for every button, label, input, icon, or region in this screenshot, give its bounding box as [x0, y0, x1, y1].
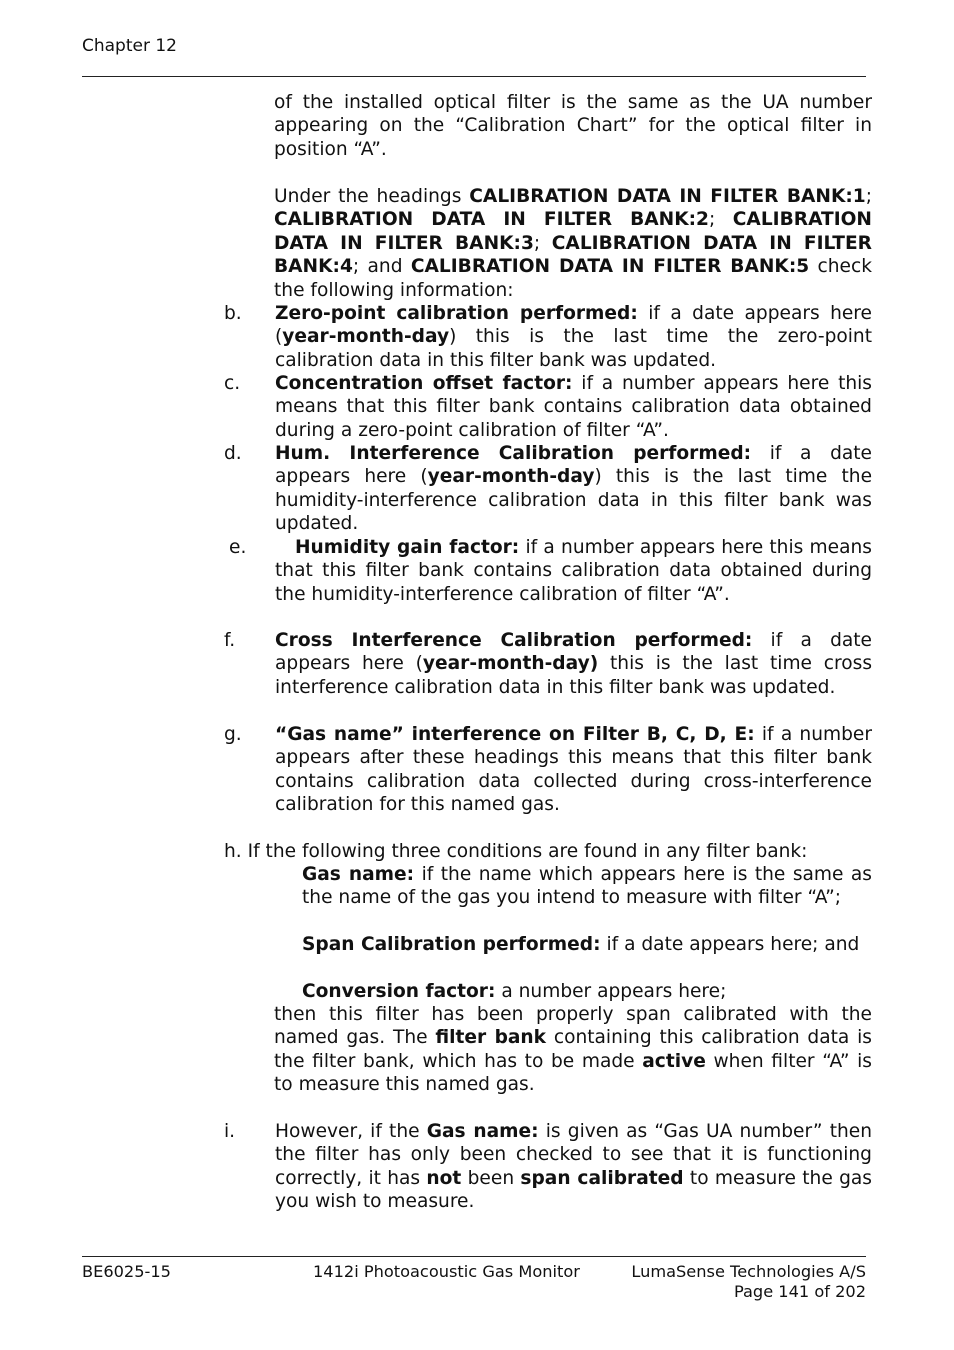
chapter-header: Chapter 12 [82, 36, 178, 56]
item-g: “Gas name” interference on Filter B, C, D, E: if a number appears after these headings this means that this filter bank contains calibration data collected during cross-interference calibration for this named gas. [275, 724, 872, 816]
item-e: Humidity gain factor: if a number appears here this means that this filter bank contains calibration data obtained during the humidity-interference calibration of filter “A”. [275, 537, 872, 605]
item-d-label: d. [224, 443, 242, 464]
intro-headings: Under the headings CALIBRATION DATA IN FILTER BANK:1; CALIBRATION DATA IN FILTER BANK:2; CALIBRATION DATA IN FILTER BANK:3; CALIBRATION DATA IN FILTER BANK:4; and CALIBRATION DATA IN FILTER BANK:5 check the following information: [274, 186, 872, 301]
intro-continued: of the installed optical filter is the same as the UA number appearing on the “Calibration Chart” for the optical filter in position “A”. [274, 92, 872, 160]
item-d: Hum. Interference Calibration performed: if a date appears here (year-month-day) this is the last time the humidity-interference calibration data in this filter bank was updated. [275, 443, 873, 535]
header-rule [82, 76, 866, 77]
item-h-condition-gas-name: Gas name: if the name which appears here is the same as the name of the gas you intend to measure with filter “A”; [302, 864, 872, 909]
item-c: Concentration offset factor: if a number appears here this means that this filter bank contains calibration data obtained during a zero-point calibration of filter “A”. [275, 373, 872, 441]
footer-page-number: Page 141 of 202 [733, 1282, 866, 1301]
item-b: Zero-point calibration performed: if a date appears here (year-month-day) this is the last time the zero-point calibration data in this filter bank was updated. [275, 303, 872, 371]
item-g-label: g. [224, 724, 242, 745]
item-b-label: b. [224, 303, 242, 324]
footer-company: LumaSense Technologies A/S [631, 1262, 866, 1281]
item-e-label: e. [229, 537, 247, 558]
item-f-label: f. [224, 630, 236, 651]
footer-doc-id: BE6025-15 [82, 1262, 171, 1281]
item-h-conclusion: then this filter has been properly span calibrated with the named gas. The filter bank containing this calibration data is the filter bank, which has to be made active when filter “A” is to measure this named gas. [274, 1004, 872, 1096]
footer-rule [82, 1256, 866, 1257]
item-i-label: i. [224, 1121, 236, 1142]
item-i: However, if the Gas name: is given as “Gas UA number” then the filter has only been checked to see that it is functioning correctly, it has not been span calibrated to measure the gas you wish to measure. [275, 1121, 872, 1213]
footer-product: 1412i Photoacoustic Gas Monitor [313, 1262, 580, 1281]
footer-company-page [631, 1262, 866, 1302]
item-f: Cross Interference Calibration performed: if a date appears here (year-month-day) this is the last time cross interference calibration data in this filter bank was updated. [275, 630, 873, 698]
item-c-label: c. [224, 373, 241, 394]
item-h-condition-span: Span Calibration performed: if a date appears here; and [302, 934, 860, 955]
item-h-lead: h. If the following three conditions are found in any filter bank: [224, 841, 808, 862]
item-h-condition-conversion: Conversion factor: a number appears here; [302, 981, 727, 1002]
